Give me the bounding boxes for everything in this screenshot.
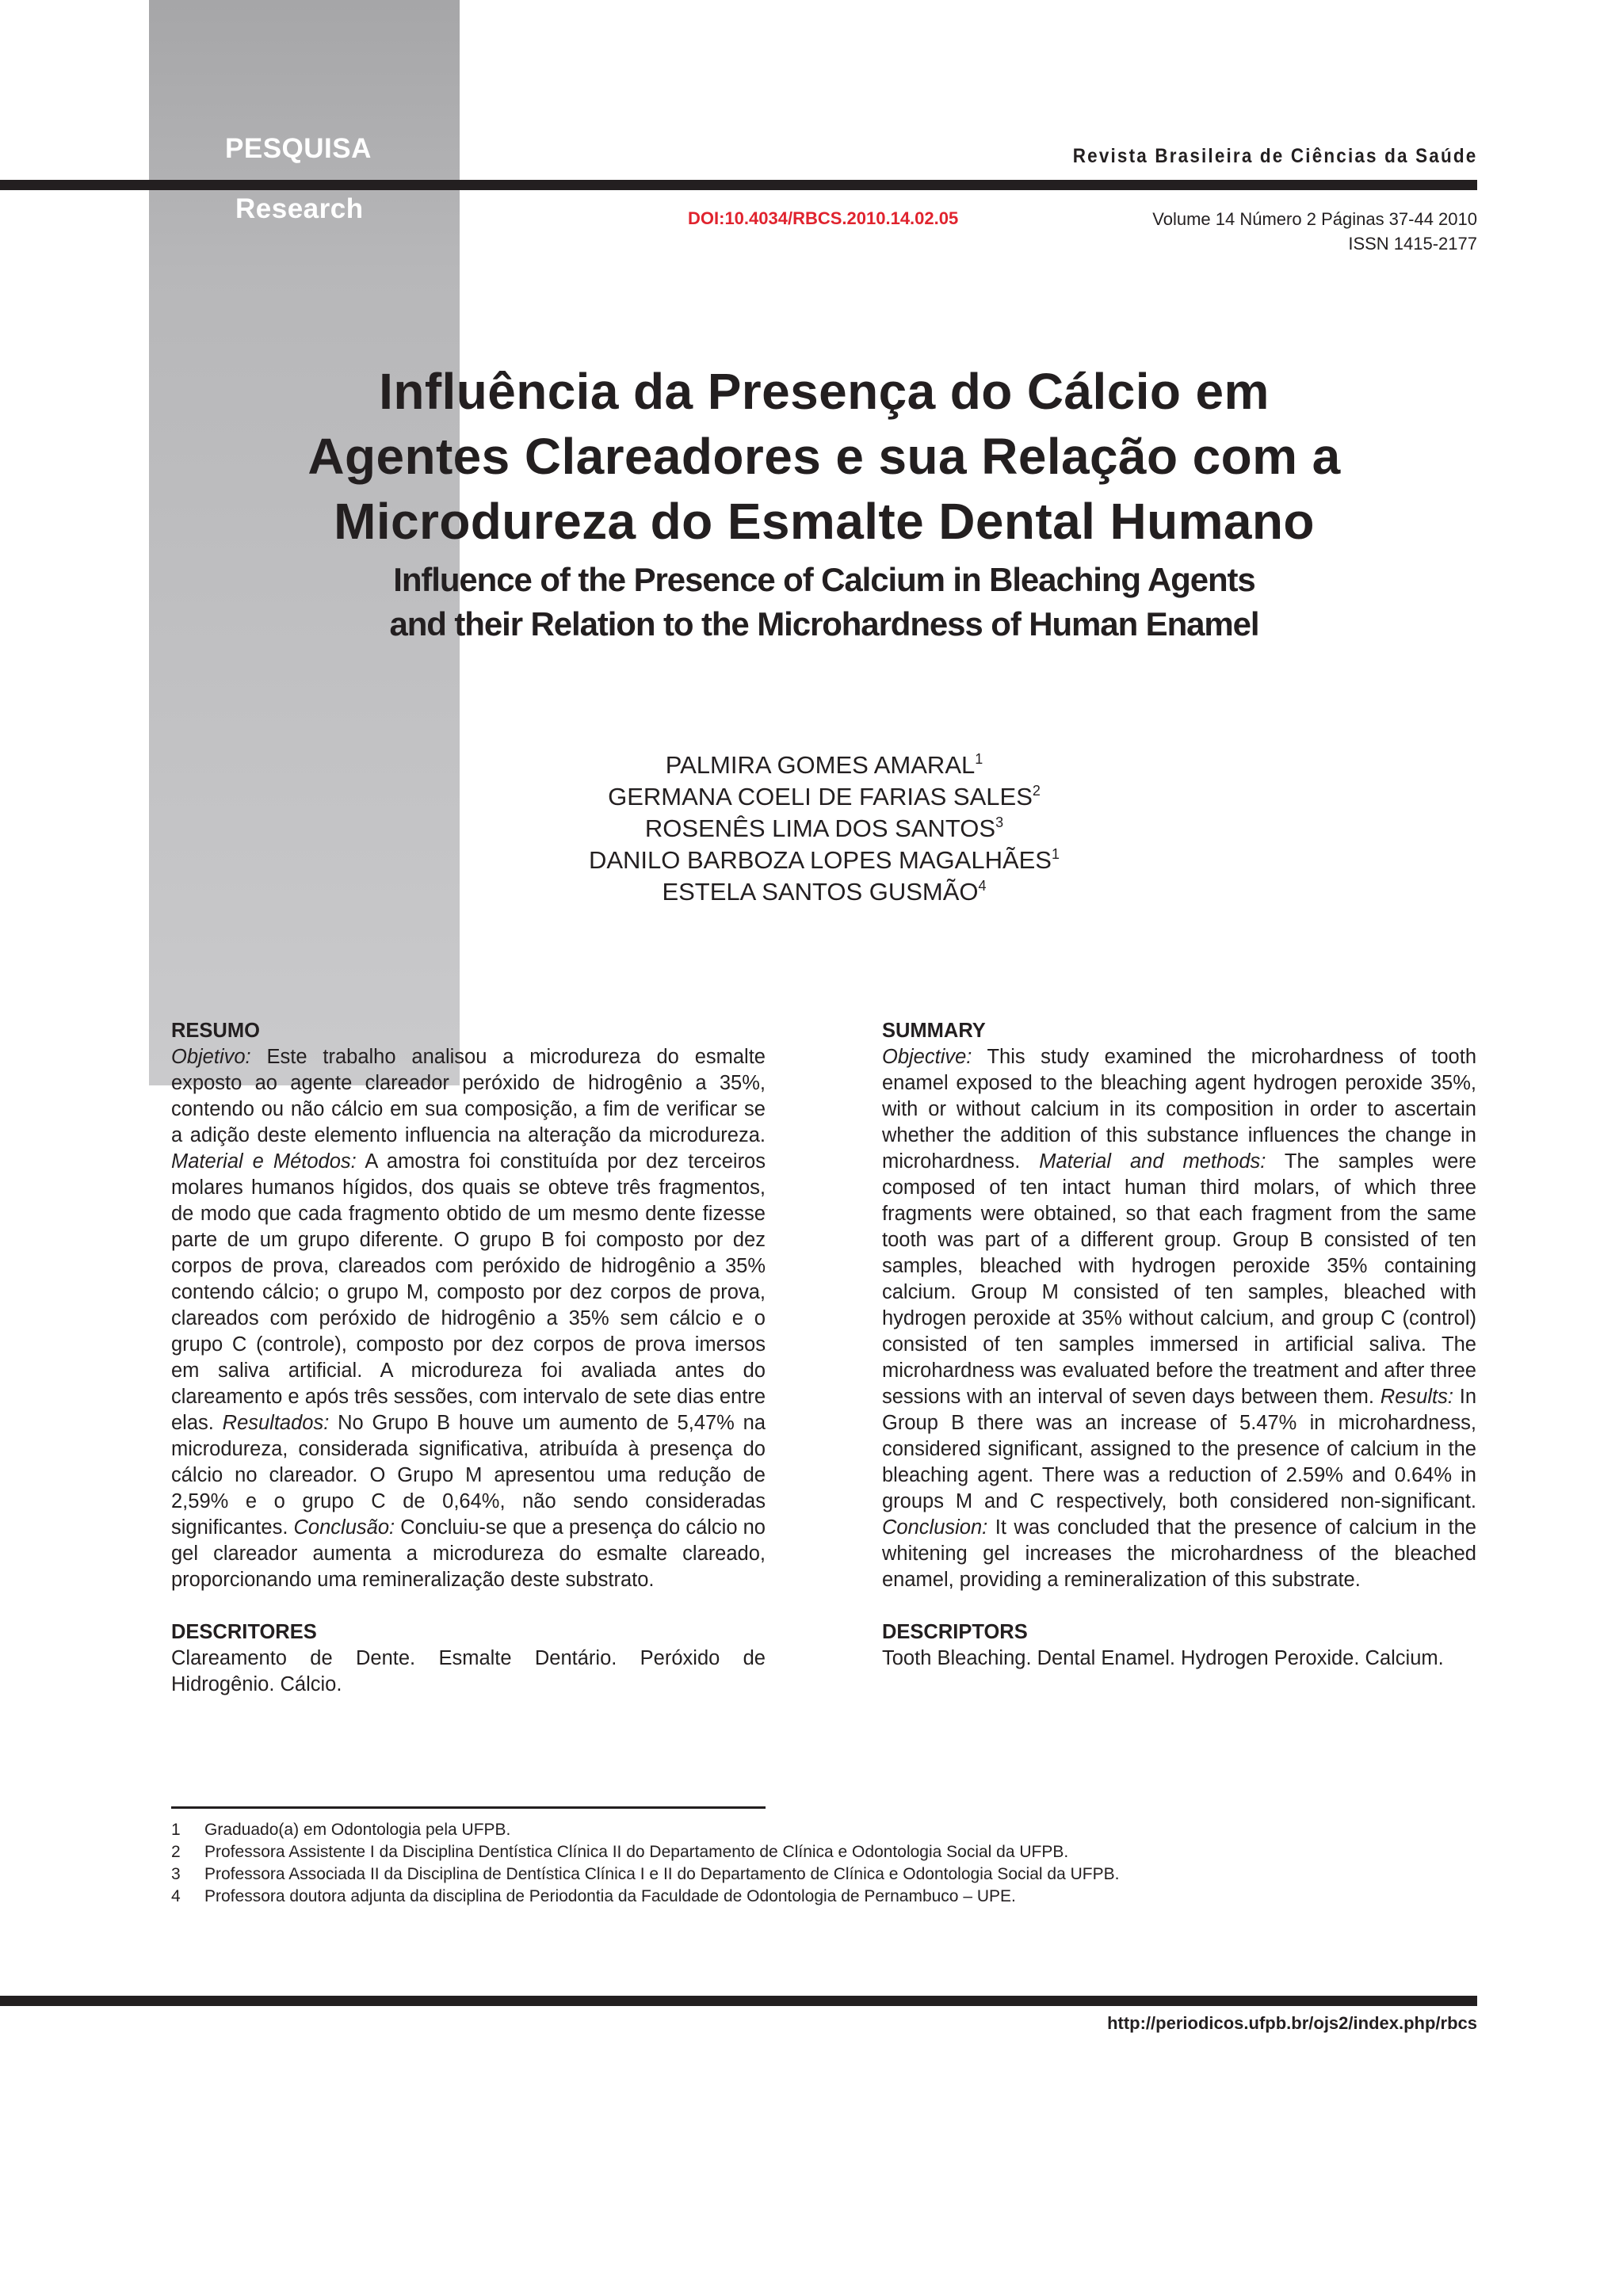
- descritores-text: Clareamento de Dente. Esmalte Dentário. Peróxido de Hidrogênio. Cálcio.: [171, 1647, 766, 1695]
- footnotes: [171, 1819, 1360, 1908]
- footnote: 2 Professora Assistente I da Disciplina Dentística Clínica II do Departamento de Clínica e Odontologia Social da UFPB.: [171, 1843, 1069, 1861]
- footnote-rule: [171, 1806, 766, 1809]
- author: ROSENÊS LIMA DOS SANTOS$^3$: [644, 814, 1004, 842]
- footnote: 3 Professora Associada II da Disciplina de Dentística Clínica I e II do Departamento de Clínica e Odontologia Social da UFPB.: [171, 1865, 1120, 1883]
- section-label-pt: PESQUISA: [225, 133, 372, 164]
- journal-name: Revista Brasileira de Ciências da Saúde: [1072, 145, 1477, 167]
- footnote: 1 Graduado(a) em Odontologia pela UFPB.: [171, 1821, 511, 1839]
- summary-heading: SUMMARY: [882, 1020, 986, 1042]
- author: GERMANA COELI DE FARIAS SALES$^2$: [608, 783, 1041, 810]
- author-list: [428, 749, 1220, 908]
- doi[interactable]: DOI:10.4034/RBCS.2010.14.02.05: [688, 208, 959, 228]
- title-pt-line: Microdureza do Esmalte Dental Humano: [334, 493, 1315, 550]
- title-portuguese: [158, 359, 1490, 554]
- journal-url[interactable]: http://periodicos.ufpb.br/ojs2/index.php/rbcs: [1107, 2013, 1477, 2033]
- descriptors-text: Tooth Bleaching. Dental Enamel. Hydrogen Peroxide. Calcium.: [882, 1647, 1444, 1669]
- header-rule: [0, 180, 1477, 190]
- footer-rule: [0, 1996, 1477, 2006]
- issn: ISSN 1415-2177: [1348, 234, 1477, 254]
- abstract-portuguese: [171, 1018, 766, 1698]
- title-en-line: Influence of the Presence of Calcium in Bleaching Agents: [393, 561, 1255, 598]
- author: DANILO BARBOZA LOPES MAGALHÃES$^1$: [588, 846, 1060, 874]
- footnote: 4 Professora doutora adjunta da disciplina de Periodontia da Faculdade de Odontologia de Pernambuco – UPE.: [171, 1887, 1016, 1905]
- volume-line: Volume 14 Número 2 Páginas 37-44 2010: [1152, 209, 1477, 229]
- descritores-heading: DESCRITORES: [171, 1621, 317, 1643]
- title-english: [158, 558, 1490, 646]
- resumo-heading: RESUMO: [171, 1020, 260, 1042]
- resumo-body: Objetivo: Este trabalho analisou a microdureza do esmalte exposto ao agente clareador peróxido de hidrogênio a 35%, contendo ou não cálcio em sua composição, a fim de verificar se a adição deste elemento influencia na alteração da microdureza. Material e Métodos: A amostra foi constituída por dez terceiros molares humanos hígidos, dos quais se obteve três fragmentos, de modo que cada fragmento obtido de um mesmo dente fizesse parte de um grupo diferente. O grupo B foi composto por dez corpos de prova, clareados com peróxido de hidrogênio a 35% contendo cálcio; o grupo M, composto por dez corpos de prova, clareados com peróxido de hidrogênio a 35% sem cálcio e o grupo C (controle), composto por dez corpos de prova imersos em saliva artificial. A microdureza foi avaliada antes do clareamento e após três sessões, com intervalo de sete dias entre elas. Resultados: No Grupo B houve um aumento de 5,47% na microdureza, considerada significativa, atribuída à presença do cálcio no clareador. O Grupo M apresentou uma redução de 2,59% e o grupo C de 0,64%, não sendo consideradas significantes. Conclusão: Concluiu-se que a presença do cálcio no gel clareador aumenta a microdureza do esmalte clareado, proporcionando uma remineralização deste substrato.: [171, 1046, 766, 1591]
- volume-info: [1152, 207, 1477, 256]
- descriptors-heading: DESCRIPTORS: [882, 1621, 1028, 1643]
- title-pt-line: Influência da Presença do Cálcio em: [379, 363, 1270, 420]
- author: PALMIRA GOMES AMARAL$^1$: [665, 751, 983, 779]
- title-pt-line: Agentes Clareadores e sua Relação com a: [307, 428, 1341, 485]
- summary-body: Objective: This study examined the microhardness of tooth enamel exposed to the bleaching agent hydrogen peroxide 35%, with or without calcium in its composition in order to ascertain whether the addition of this substance influences the change in microhardness. Material and methods: The samples were composed of ten intact human third molars, of which three fragments were obtained, so that each fragment from the same tooth was part of a different group. Group B consisted of ten samples, bleached with hydrogen peroxide 35% containing calcium. Group M consisted of ten samples, bleached with hydrogen peroxide at 35% without calcium, and group C (control) consisted of ten samples immersed in artificial saliva. The microhardness was evaluated before the treatment and after three sessions with an interval of seven days between them. Results: In Group B there was an increase of 5.47% in microhardness, considered significant, assigned to the presence of calcium in the bleaching agent. There was a reduction of 2.59% and 0.64% in groups M and C respectively, both considered non-significant. Conclusion: It was concluded that the presence of calcium in the whitening gel increases the microhardness of the bleached enamel, providing a remineralization of this substrate.: [882, 1046, 1476, 1591]
- abstract-english: [882, 1018, 1476, 1672]
- author: ESTELA SANTOS GUSMÃO$^4$: [662, 878, 987, 906]
- title-en-line: and their Relation to the Microhardness of Human Enamel: [389, 605, 1259, 643]
- section-label-en: Research: [235, 193, 364, 224]
